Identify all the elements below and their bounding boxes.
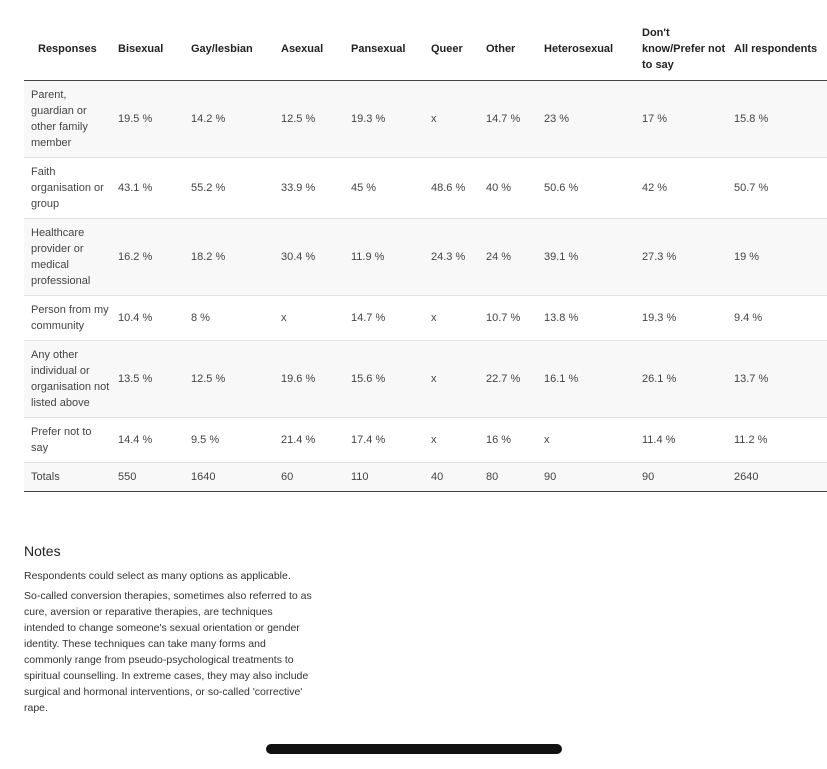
- table-cell: 13.8 %: [540, 296, 638, 341]
- column-header[interactable]: Bisexual: [114, 18, 187, 81]
- notes-section: [24, 542, 314, 720]
- table-cell: 14.7 %: [347, 296, 427, 341]
- table-cell: 17 %: [638, 81, 730, 158]
- table-cell: 13.5 %: [114, 341, 187, 418]
- table-cell: 43.1 %: [114, 158, 187, 219]
- table-cell: 1640: [187, 463, 277, 492]
- table-row: [24, 158, 827, 219]
- table-cell: 11.2 %: [730, 418, 827, 463]
- table-cell: 48.6 %: [427, 158, 482, 219]
- table-cell: 9.5 %: [187, 418, 277, 463]
- row-label: Parent, guardian or other family member: [24, 81, 114, 158]
- table-cell: 23 %: [540, 81, 638, 158]
- notes-title: Notes: [24, 543, 61, 559]
- table-cell: 90: [638, 463, 730, 492]
- row-label: Faith organisation or group: [24, 158, 114, 219]
- table-cell: 110: [347, 463, 427, 492]
- table-cell: 13.7 %: [730, 341, 827, 418]
- table-cell: 8 %: [187, 296, 277, 341]
- table-cell: 2640: [730, 463, 827, 492]
- column-header[interactable]: Heterosexual: [540, 18, 638, 81]
- table-cell: 11.4 %: [638, 418, 730, 463]
- table-cell: 18.2 %: [187, 219, 277, 296]
- responses-table: [24, 18, 827, 492]
- table-row: [24, 219, 827, 296]
- table-cell: 80: [482, 463, 540, 492]
- row-label: Totals: [24, 463, 114, 492]
- row-label: Person from my community: [24, 296, 114, 341]
- table-cell: 16.1 %: [540, 341, 638, 418]
- row-label: Healthcare provider or medical professional: [24, 219, 114, 296]
- table-cell: 17.4 %: [347, 418, 427, 463]
- table-cell: 11.9 %: [347, 219, 427, 296]
- table-cell: 22.7 %: [482, 341, 540, 418]
- table-cell: 19 %: [730, 219, 827, 296]
- table-cell: 14.7 %: [482, 81, 540, 158]
- table-row: [24, 341, 827, 418]
- table-cell: 40: [427, 463, 482, 492]
- table-cell: 12.5 %: [187, 341, 277, 418]
- column-header[interactable]: Gay/lesbian: [187, 18, 277, 81]
- table-cell: 50.6 %: [540, 158, 638, 219]
- table-cell: x: [427, 341, 482, 418]
- table-cell: 14.2 %: [187, 81, 277, 158]
- column-header[interactable]: Responses: [24, 18, 114, 81]
- home-indicator[interactable]: [266, 744, 562, 754]
- table-cell: 15.6 %: [347, 341, 427, 418]
- table-cell: 24.3 %: [427, 219, 482, 296]
- table-cell: x: [427, 296, 482, 341]
- table-cell: 33.9 %: [277, 158, 347, 219]
- table-cell: 550: [114, 463, 187, 492]
- table-cell: 39.1 %: [540, 219, 638, 296]
- table-cell: 10.7 %: [482, 296, 540, 341]
- table-cell: 60: [277, 463, 347, 492]
- column-header[interactable]: Asexual: [277, 18, 347, 81]
- notes-paragraph: So-called conversion therapies, sometimes also referred to as cure, aversion or reparative therapies, are techniques intended to change someone's sexual orientation or gender identity. These techniques can take many forms and commonly range from pseudo-psychological treatments to spiritual counselling. In extreme cases, they may also include surgical and hormonal interventions, or so-called 'corrective' rape.: [24, 590, 312, 714]
- table-cell: 30.4 %: [277, 219, 347, 296]
- table-cell: x: [427, 418, 482, 463]
- table-cell: 90: [540, 463, 638, 492]
- notes-paragraph: Respondents could select as many options as applicable.: [24, 570, 291, 582]
- data-table-container: [24, 18, 827, 492]
- table-cell: 27.3 %: [638, 219, 730, 296]
- row-label: Any other individual or organisation not listed above: [24, 341, 114, 418]
- column-header[interactable]: Other: [482, 18, 540, 81]
- table-cell: 16 %: [482, 418, 540, 463]
- column-header[interactable]: Queer: [427, 18, 482, 81]
- table-cell: x: [277, 296, 347, 341]
- column-header[interactable]: All respondents: [730, 18, 827, 81]
- totals-row: [24, 463, 827, 492]
- table-cell: 19.5 %: [114, 81, 187, 158]
- table-cell: 55.2 %: [187, 158, 277, 219]
- table-cell: 10.4 %: [114, 296, 187, 341]
- table-cell: 19.3 %: [347, 81, 427, 158]
- column-header[interactable]: Don't know/Prefer not to say: [638, 18, 730, 81]
- table-cell: 14.4 %: [114, 418, 187, 463]
- table-cell: 40 %: [482, 158, 540, 219]
- table-cell: 15.8 %: [730, 81, 827, 158]
- column-header[interactable]: Pansexual: [347, 18, 427, 81]
- table-header-row: [24, 18, 827, 81]
- table-cell: 21.4 %: [277, 418, 347, 463]
- table-cell: x: [427, 81, 482, 158]
- table-row: [24, 296, 827, 341]
- table-cell: 19.6 %: [277, 341, 347, 418]
- row-label: Prefer not to say: [24, 418, 114, 463]
- table-row: [24, 418, 827, 463]
- table-cell: 16.2 %: [114, 219, 187, 296]
- table-cell: 26.1 %: [638, 341, 730, 418]
- table-cell: 50.7 %: [730, 158, 827, 219]
- table-cell: 45 %: [347, 158, 427, 219]
- table-cell: 42 %: [638, 158, 730, 219]
- table-cell: 9.4 %: [730, 296, 827, 341]
- table-cell: 24 %: [482, 219, 540, 296]
- table-cell: 12.5 %: [277, 81, 347, 158]
- table-row: [24, 81, 827, 158]
- table-cell: 19.3 %: [638, 296, 730, 341]
- table-cell: x: [540, 418, 638, 463]
